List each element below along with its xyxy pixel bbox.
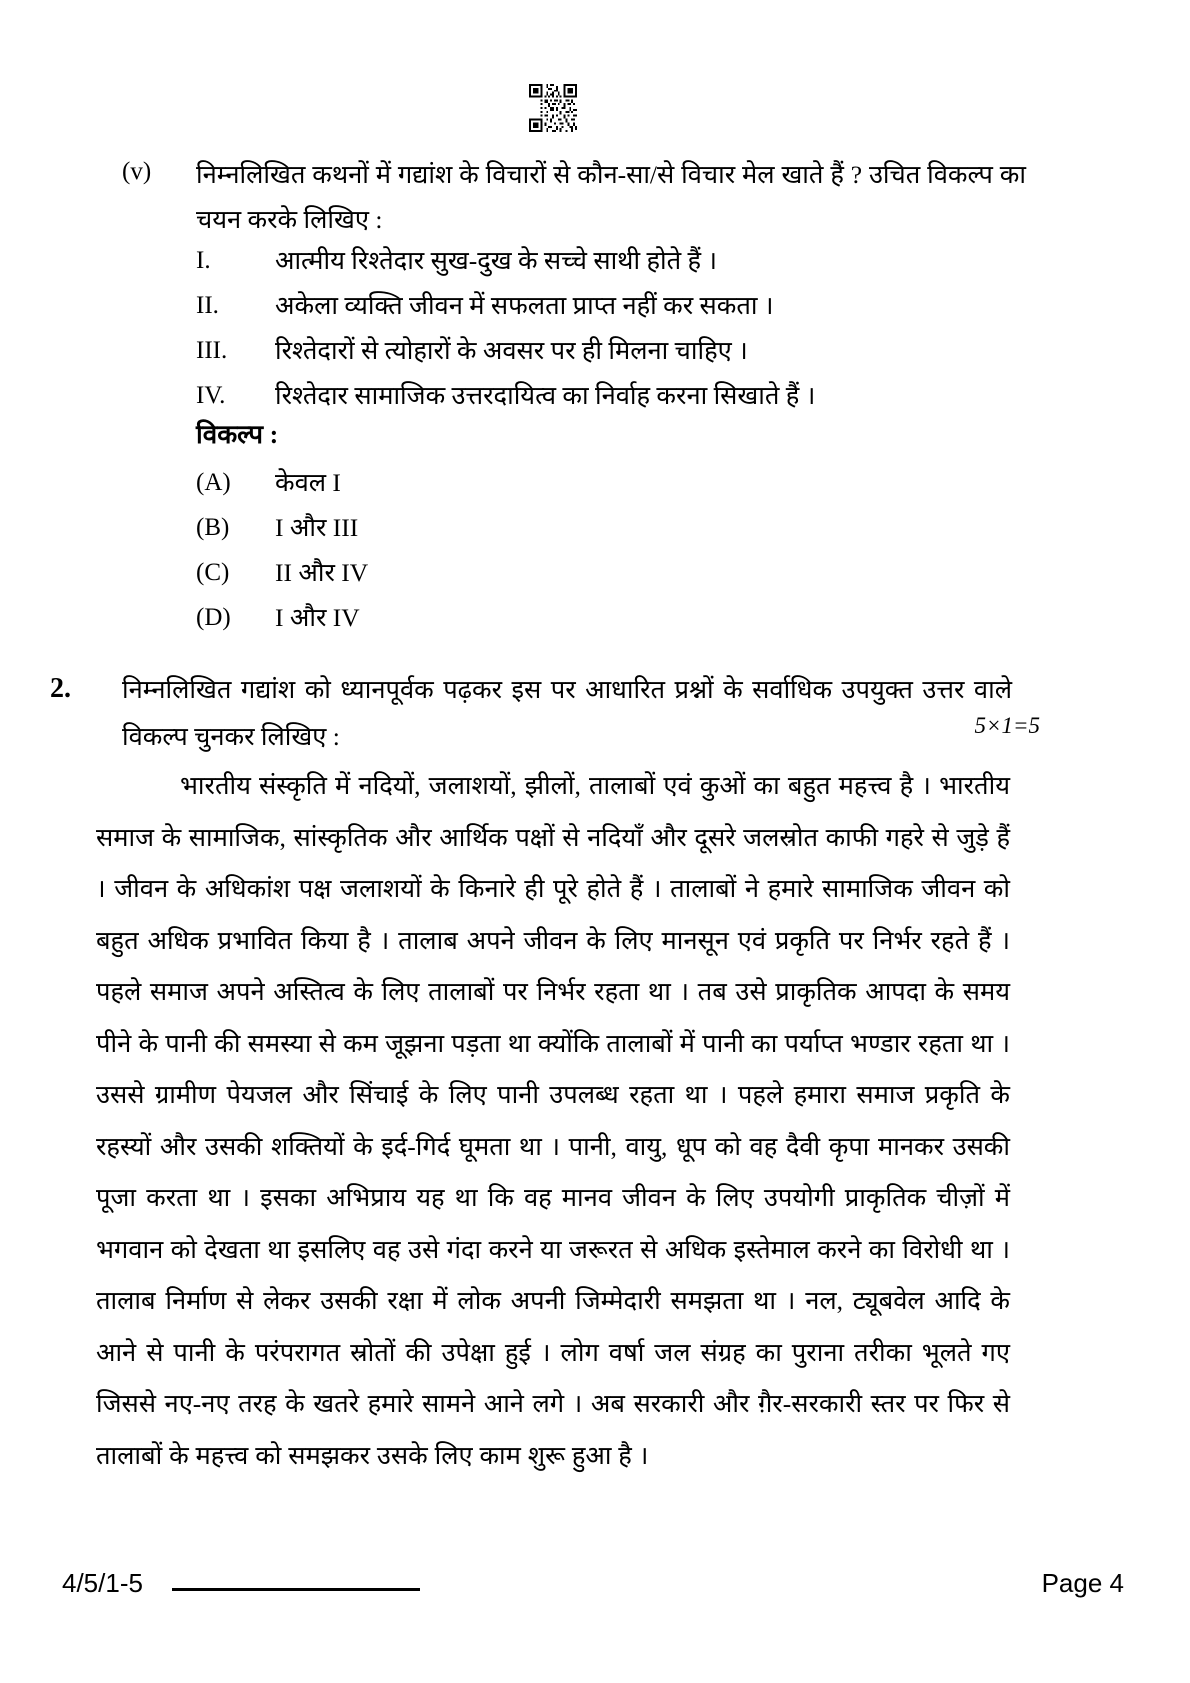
question-2-stem: निम्नलिखित गद्यांश को ध्यानपूर्वक पढ़कर इस पर आधारित प्रश्नों के सर्वाधिक उपयुक्त उत्तर वाले विकल्प चुनकर लिखिए : xyxy=(122,675,1012,751)
statement-number-3: III. xyxy=(196,337,228,364)
question-v-marker: (v) xyxy=(122,158,152,185)
option-value-b[interactable]: I और III xyxy=(275,513,359,542)
qr-code-icon xyxy=(529,84,577,132)
option-key-c[interactable]: (C) xyxy=(196,559,230,586)
reading-passage: भारतीय संस्कृति में नदियों, जलाशयों, झीलों, तालाबों एवं कुओं का बहुत महत्त्व है । भारतीय समाज के सामाजिक, सांस्कृतिक और आर्थिक पक्षों से नदियाँ और दूसरे जलस्रोत काफी गहरे से जुड़े हैं । जीवन के अधिकांश पक्ष जलाशयों के किनारे ही पूरे होते हैं । तालाबों ने हमारे सामाजिक जीवन को बहुत अधिक प्रभावित किया है । तालाब अपने जीवन के लिए मानसून एवं प्रकृति पर निर्भर रहते हैं । पहले समाज अपने अस्तित्व के लिए तालाबों पर निर्भर रहता था । तब उसे प्राकृतिक आपदा के समय पीने के पानी की समस्या से कम जूझना पड़ता था क्योंकि तालाबों में पानी का पर्याप्त भण्डार रहता था । उससे ग्रामीण पेयजल और सिंचाई के लिए पानी उपलब्ध रहता था । पहले हमारा समाज प्रकृति के रहस्यों और उसकी शक्तियों के इर्द-गिर्द घूमता था । पानी, वायु, धूप को वह दैवी कृपा मानकर उसकी पूजा करता था । इसका अभिप्राय यह था कि वह मानव जीवन के लिए उपयोगी प्राकृतिक चीज़ों में भगवान को देखता था इसलिए वह उसे गंदा करने या जरूरत से अधिक इस्तेमाल करने का विरोधी था । तालाब निर्माण से लेकर उसकी रक्षा में लोक अपनी जिम्मेदारी समझता था । नल, ट्यूबवेल आदि के आने से पानी के परंपरागत स्रोतों की उपेक्षा हुई । लोग वर्षा जल संग्रह का पुराना तरीका भूलते गए जिससे नए-नए तरह के खतरे हमारे सामने आने लगे । अब सरकारी और ग़ैर-सरकारी स्तर पर फिर से तालाबों के महत्त्व को समझकर उसके लिए काम शुरू हुआ है । xyxy=(96,771,1010,1470)
statement-number-1: I. xyxy=(196,247,211,274)
statement-number-4: IV. xyxy=(196,382,226,409)
statement-text-1: आत्मीय रिश्तेदार सुख-दुख के सच्चे साथी होते हैं । xyxy=(275,246,718,275)
statement-number-2: II. xyxy=(196,292,219,319)
page-number xyxy=(0,1568,1124,1599)
question-v-text: निम्नलिखित कथनों में गद्यांश के विचारों से कौन-सा/से विचार मेल खाते हैं ? उचित विकल्प का चयन करके लिखिए : xyxy=(196,160,1026,234)
option-value-d[interactable]: I और IV xyxy=(275,603,360,632)
question-2-marks: 5×1=5 xyxy=(974,713,1040,738)
option-key-a[interactable]: (A) xyxy=(196,469,231,496)
option-key-d[interactable]: (D) xyxy=(196,604,231,631)
option-value-c[interactable]: II और IV xyxy=(275,558,369,587)
statement-text-2: अकेला व्यक्ति जीवन में सफलता प्राप्त नहीं कर सकता । xyxy=(275,291,774,320)
page-number-label: Page 4 xyxy=(1041,1568,1124,1598)
statement-text-3: रिश्तेदारों से त्योहारों के अवसर पर ही मिलना चाहिए । xyxy=(275,336,748,365)
paper-code: 4/5/1-5 xyxy=(62,1568,143,1598)
option-value-a[interactable]: केवल I xyxy=(275,468,341,497)
statement-text-4: रिश्तेदार सामाजिक उत्तरदायित्व का निर्वाह करना सिखाते हैं । xyxy=(275,381,816,410)
option-key-b[interactable]: (B) xyxy=(196,514,230,541)
question-2-number: 2. xyxy=(50,673,71,704)
options-label: विकल्प : xyxy=(196,420,279,449)
